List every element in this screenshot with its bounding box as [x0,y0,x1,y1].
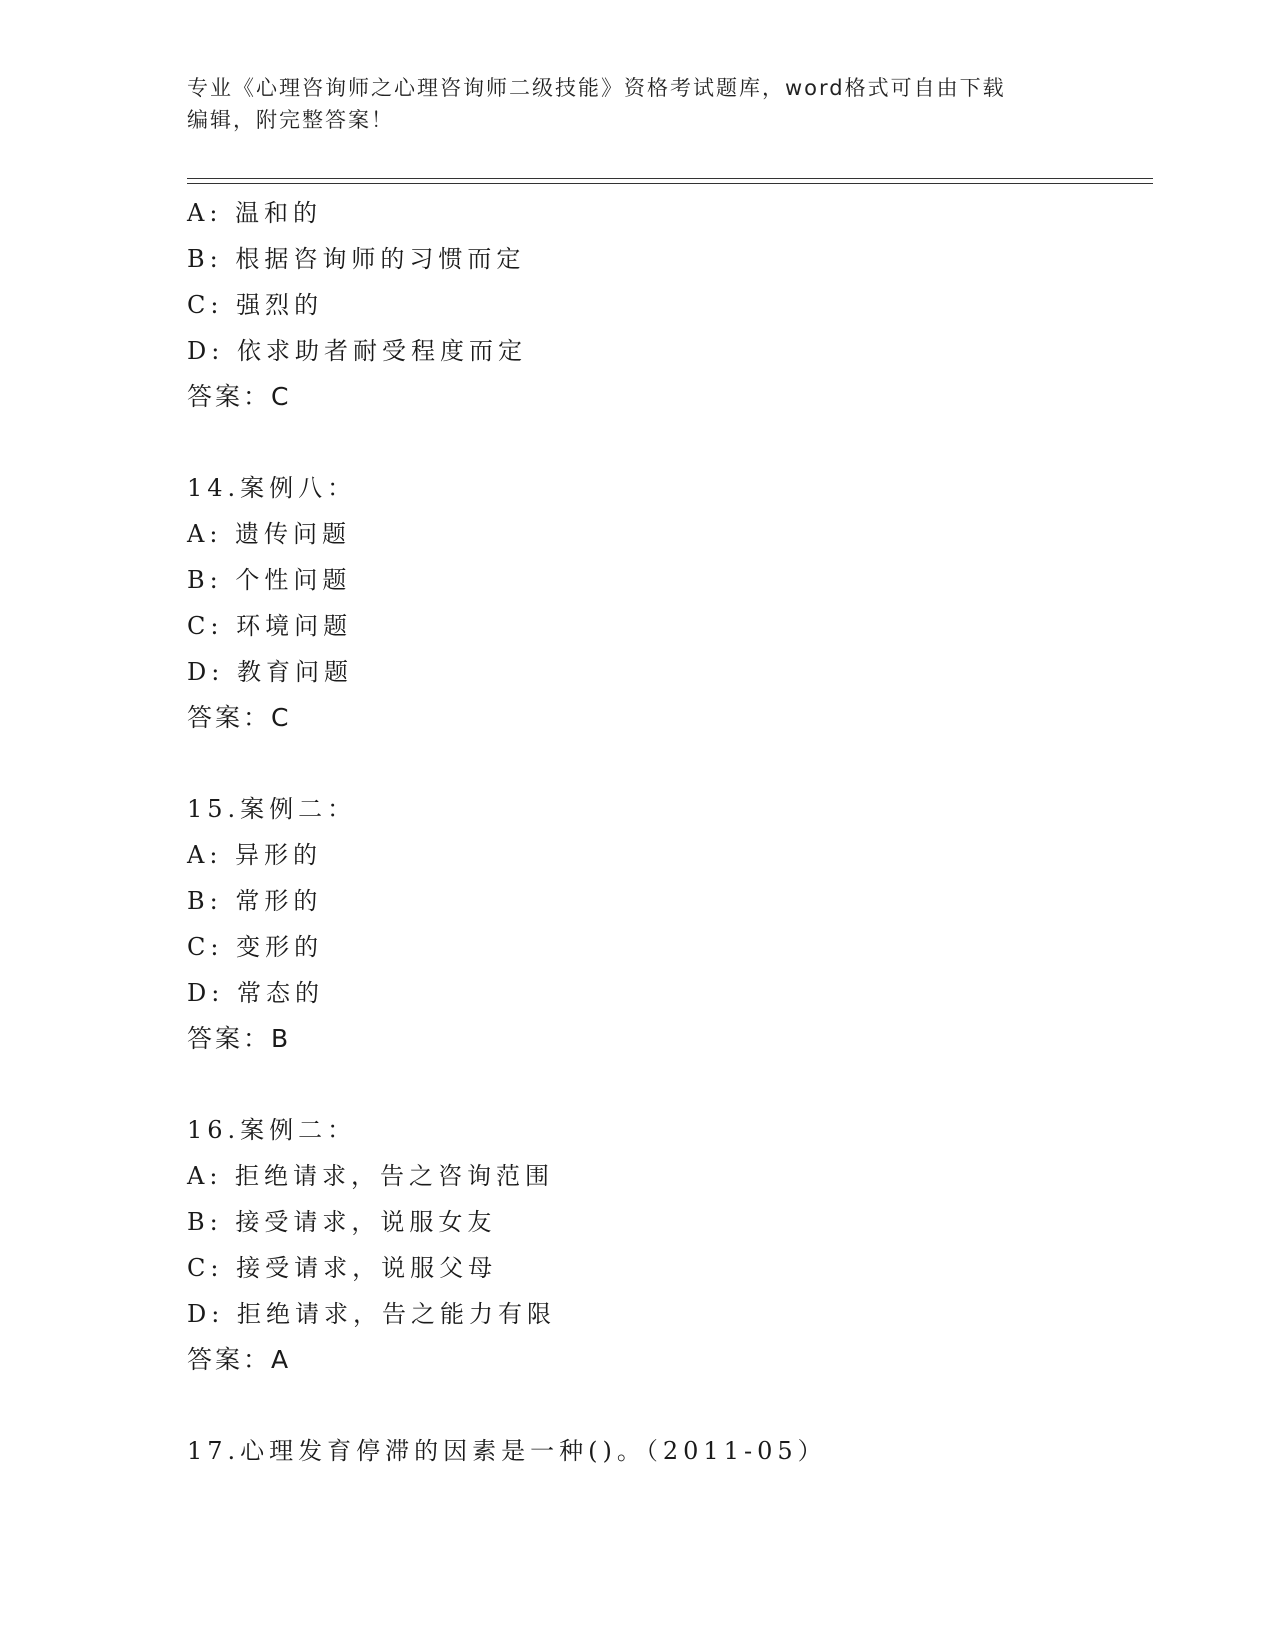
document-header [187,72,1077,136]
option-b: B: 常形的 [187,887,323,915]
answer: 答案：A [187,1345,292,1374]
header-divider-top [187,178,1153,179]
answer: 答案：B [187,1024,292,1053]
question-title: 14.案例八： [187,474,357,502]
option-c: C: 接受请求，说服父母 [187,1254,498,1282]
question-title: 17.心理发育停滞的因素是一种()。（2011-05） [187,1437,827,1465]
option-a: A: 拒绝请求，告之咨询范围 [187,1162,555,1190]
question-list [187,190,1167,1474]
header-divider-bottom [187,183,1153,184]
header-line-2: 编辑，附完整答案！ [187,108,394,132]
question-title: 15.案例二： [187,795,357,823]
question-16 [187,1107,1167,1383]
spacer [187,1062,1167,1107]
spacer [187,1383,1167,1428]
option-a: A: 异形的 [187,841,323,869]
question-17 [187,1428,1167,1474]
question-title: 16.案例二： [187,1116,357,1144]
header-line-1: 专业《心理咨询师之心理咨询师二级技能》资格考试题库，word格式可自由下载 [187,76,1006,100]
question-13-continued [187,190,1167,420]
option-d: D: 教育问题 [187,658,353,686]
option-c: C: 环境问题 [187,612,353,640]
option-b: B: 个性问题 [187,566,352,594]
option-b: B: 接受请求，说服女友 [187,1208,497,1236]
spacer [187,741,1167,786]
option-b: B: 根据咨询师的习惯而定 [187,245,526,273]
option-c: C: 变形的 [187,933,324,961]
spacer [187,420,1167,465]
answer: 答案：C [187,382,292,411]
option-d: D: 拒绝请求，告之能力有限 [187,1300,556,1328]
option-c: C: 强烈的 [187,291,324,319]
answer: 答案：C [187,703,292,732]
option-a: A: 温和的 [187,199,323,227]
question-15 [187,786,1167,1062]
question-14 [187,465,1167,741]
option-d: D: 常态的 [187,979,324,1007]
option-d: D: 依求助者耐受程度而定 [187,337,527,365]
option-a: A: 遗传问题 [187,520,352,548]
